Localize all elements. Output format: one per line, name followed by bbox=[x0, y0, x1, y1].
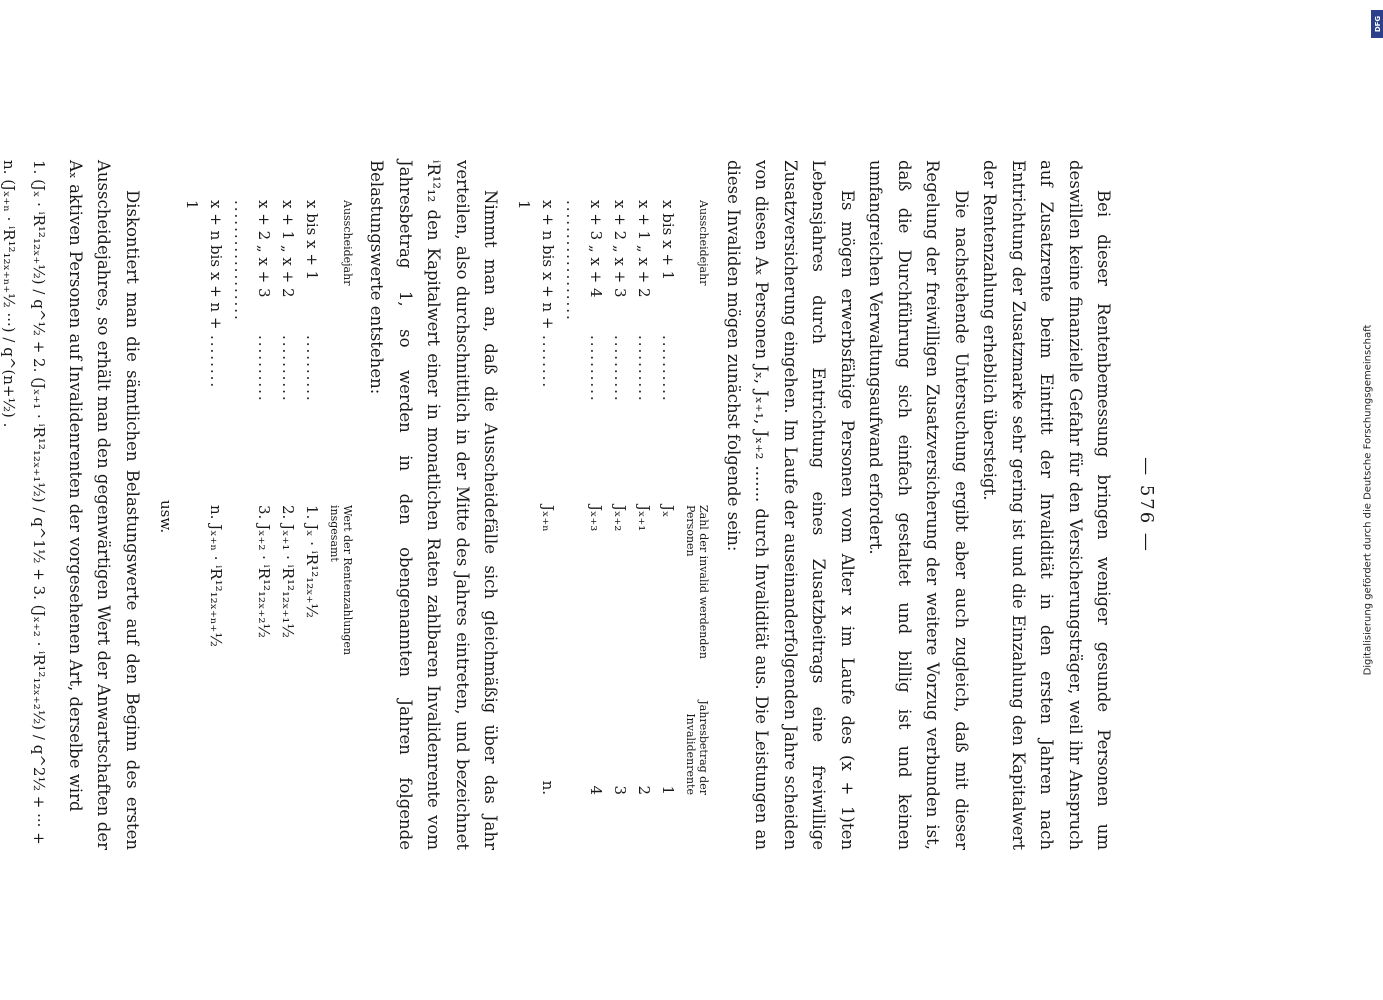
table2-header-value: Wert der Rentenzahlungen insgesamt bbox=[328, 505, 354, 656]
table2-header-year: Ausscheidejahr bbox=[341, 200, 354, 286]
pension-table-1 bbox=[513, 160, 711, 850]
paragraph-2: Die nachstehende Untersuchung ergibt aber auch zugleich, daß mit dieser Regelung der freiwilligen Zusatzversicherung der weitere Vorzug verbunden ist, daß die Durchführung sich einfach gestaltet und billig ist und keinen umfangreichen Verwaltungsaufwand erfordert. bbox=[866, 160, 971, 850]
ellipsis-row: .................. bbox=[231, 200, 249, 322]
table1-header-amount: Jahresbetrag der Invalidenrente bbox=[684, 700, 711, 795]
ellipsis-row: .................. bbox=[563, 200, 582, 322]
table1-header-persons: Zahl der invalid werdenden Personen bbox=[684, 505, 711, 660]
table-row: x + 2 „ x + 3 .......... Jₓ₊₂ 3 bbox=[611, 200, 630, 795]
paragraph-1: Bei dieser Rentenbemessung bringen weniger gesunde Personen um deswillen keine finanzielle Gefahr für den Versicherungsträger, weil ihr Anspruch auf Zusatzrente beim Eintritt der Invalidität in den ersten Jahren nach Entrichtung der Zusatzmarke sehr gering ist und die Einzahlung den Kapitalwert der Rentenzahlung erheblich übersteigt. bbox=[980, 160, 1114, 850]
paragraph-3: Es mögen erwerbsfähige Personen vom Alter x im Laufe des (x + 1)ten Lebensjahres durch Entrichtung eines Zusatzbeitrags eine freiwillige Zusatzversicherung eingehen. Im Laufe der auseinanderfolgenden Jahre scheiden von diesen Aₓ Personen Jₓ, Jₓ₊₁, Jₓ₊₂ ....... durch Invalidität aus. Die Leistungen an diese Invaliden mögen zunächst folgende sein: bbox=[724, 160, 857, 850]
paragraph-5: Diskontiert man die sämtlichen Belastungswerte auf den Beginn des ersten Ausscheidejahres, so erhält man den gegenwärtigen Wert der Anwartschaften der Aₓ aktiven Personen auf Invalidenrenten der vorgesehenen Art, derselbe wird bbox=[66, 160, 142, 850]
table-row: x bis x + 1 .......... Jₓ 1 bbox=[659, 200, 678, 795]
equation-1: 1. (Jₓ · ⁱR¹²₁₂ₓ₊½) / q^½ + 2. (Jₓ₊₁ · ⁱR¹²₁₂ₓ₊₁½) / q^1½ + 3. (Jₓ₊₂ · ⁱR¹²₁₂ₓ₊₂½) / q^2½ + ··· + n. (Jₓ₊ₙ · ⁱR¹²₁₂ₓ₊ₙ₊½ ···) / q^(n+½) . bbox=[0, 160, 49, 845]
table-row: x + n bis x + n + 1 ........ n. Jₓ₊ₙ · ⁱR¹²₁₂ₓ₊ₙ₊½ bbox=[183, 200, 225, 647]
table2-header bbox=[328, 160, 354, 850]
scanned-page bbox=[0, 160, 1160, 850]
table-row: x bis x + 1 .......... 1. Jₓ · ⁱR¹²₁₂ₓ₊½ bbox=[303, 200, 321, 618]
dfg-logo: DFG bbox=[1371, 10, 1383, 38]
table-row: x + n bis x + n + 1 ........ Jₓ₊ₙ n. bbox=[515, 200, 558, 795]
table-row: x + 1 „ x + 2 .......... 2. Jₓ₊₁ · ⁱR¹²₁₂ₓ₊₁½ bbox=[279, 200, 297, 638]
paragraph-4: Nimmt man an, daß die Ausscheidefälle sich gleichmäßig über das Jahr verteilen, also durchschnittlich in der Mitte des Jahres eintreten, und bezeichnet ⁱR¹²₁₂ den Kapitalwert einer in monatlichen Raten zahlbaren Invalidenrente vom Jahresbetrag 1, so werden in den obengenannten Jahren folgende Belastungswerte entstehen: bbox=[367, 160, 501, 850]
pension-table-2 bbox=[154, 160, 354, 850]
usw-text: usw. bbox=[157, 500, 175, 534]
table1-header bbox=[685, 160, 711, 850]
funding-notice: Digitalisierung gefördert durch die Deutsche Forschungsgemeinschaft bbox=[1362, 324, 1374, 676]
table-row: x + 1 „ x + 2 .......... Jₓ₊₁ 2 bbox=[635, 200, 654, 795]
table-row: x + 2 „ x + 3 .......... 3. Jₓ₊₂ · ⁱR¹²₁₂ₓ₊₂½ bbox=[255, 200, 273, 638]
page-number: — 576 — bbox=[1136, 457, 1157, 553]
table1-header-year: Ausscheidejahr bbox=[697, 200, 711, 286]
table-row: x + 3 „ x + 4 .......... Jₓ₊₃ 4 bbox=[587, 200, 606, 795]
